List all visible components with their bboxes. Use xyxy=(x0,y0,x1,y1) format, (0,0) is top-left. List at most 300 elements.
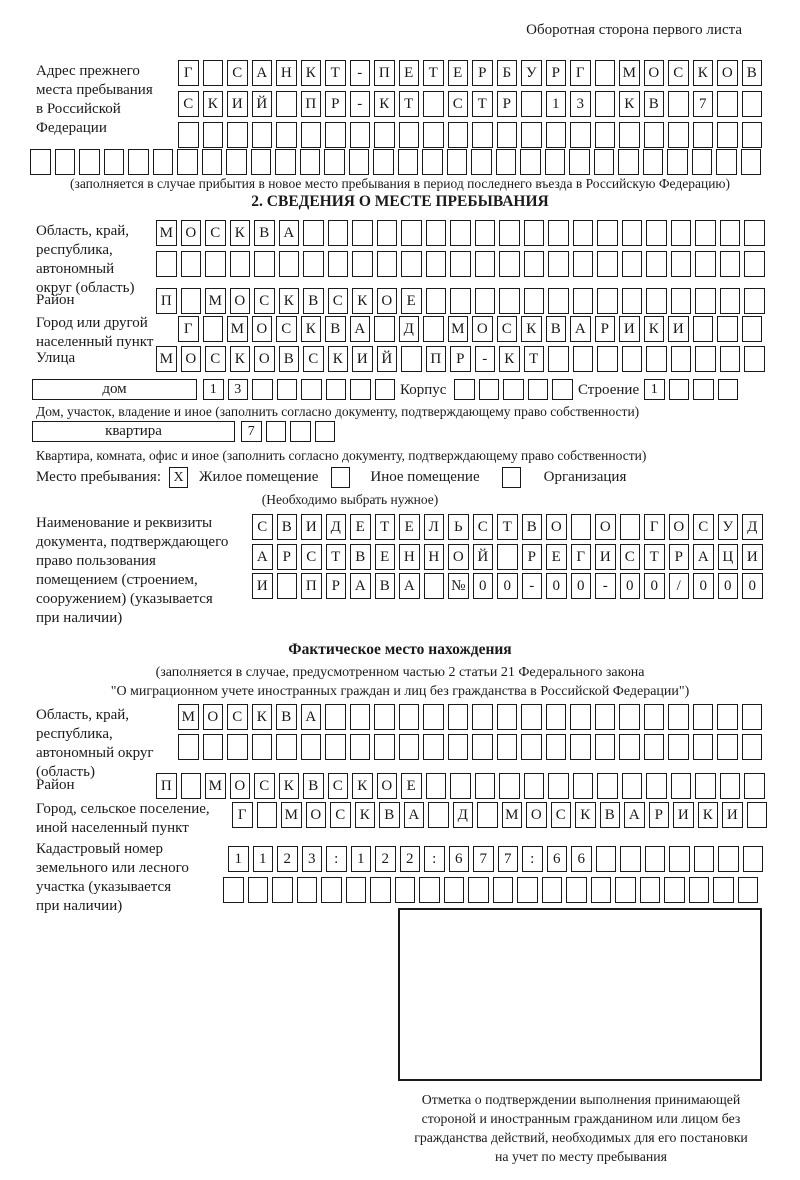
char-cell[interactable]: И xyxy=(619,316,640,342)
char-cell[interactable] xyxy=(227,122,248,148)
char-cell[interactable]: Н xyxy=(399,544,420,570)
char-cell[interactable] xyxy=(744,346,765,372)
char-cell[interactable] xyxy=(689,877,710,903)
char-cell[interactable]: О xyxy=(448,544,469,570)
char-cell[interactable]: К xyxy=(252,704,273,730)
char-cell[interactable] xyxy=(747,802,768,828)
char-cell[interactable] xyxy=(595,91,616,117)
char-cell[interactable]: 3 xyxy=(302,846,323,872)
char-cell[interactable]: Г xyxy=(178,60,199,86)
actual-region-row-1[interactable] xyxy=(178,704,766,730)
char-cell[interactable] xyxy=(594,149,615,175)
char-cell[interactable] xyxy=(230,251,251,277)
char-cell[interactable]: В xyxy=(742,60,763,86)
char-cell[interactable] xyxy=(290,421,311,442)
char-cell[interactable]: Р xyxy=(595,316,616,342)
char-cell[interactable] xyxy=(695,220,716,246)
char-cell[interactable]: В xyxy=(279,346,300,372)
char-cell[interactable]: 0 xyxy=(644,573,665,599)
char-cell[interactable] xyxy=(692,149,713,175)
char-cell[interactable] xyxy=(496,149,517,175)
char-cell[interactable]: С xyxy=(254,773,275,799)
char-cell[interactable] xyxy=(668,704,689,730)
char-cell[interactable]: О xyxy=(472,316,493,342)
char-cell[interactable]: 1 xyxy=(228,846,249,872)
char-cell[interactable] xyxy=(254,251,275,277)
char-cell[interactable]: / xyxy=(669,573,690,599)
char-cell[interactable] xyxy=(426,251,447,277)
char-cell[interactable] xyxy=(742,91,763,117)
char-cell[interactable] xyxy=(618,149,639,175)
char-cell[interactable] xyxy=(178,734,199,760)
char-cell[interactable]: 7 xyxy=(498,846,519,872)
char-cell[interactable] xyxy=(55,149,76,175)
char-cell[interactable] xyxy=(717,91,738,117)
char-cell[interactable]: С xyxy=(620,544,641,570)
char-cell[interactable] xyxy=(720,773,741,799)
char-cell[interactable] xyxy=(693,734,714,760)
char-cell[interactable] xyxy=(619,122,640,148)
char-cell[interactable]: Е xyxy=(350,514,371,540)
char-cell[interactable] xyxy=(620,514,641,540)
char-cell[interactable] xyxy=(573,346,594,372)
stay-type-checkbox-residential[interactable]: X xyxy=(169,467,188,488)
char-cell[interactable] xyxy=(622,220,643,246)
char-cell[interactable] xyxy=(275,149,296,175)
char-cell[interactable]: Р xyxy=(497,91,518,117)
char-cell[interactable] xyxy=(524,251,545,277)
char-cell[interactable] xyxy=(493,877,514,903)
char-cell[interactable]: В xyxy=(375,573,396,599)
char-cell[interactable]: : xyxy=(326,846,347,872)
prev-address-row-3[interactable] xyxy=(178,122,766,148)
char-cell[interactable]: О xyxy=(252,316,273,342)
char-cell[interactable]: К xyxy=(328,346,349,372)
char-cell[interactable]: 0 xyxy=(546,573,567,599)
char-cell[interactable] xyxy=(279,251,300,277)
char-cell[interactable] xyxy=(448,734,469,760)
street-row[interactable] xyxy=(156,346,769,372)
char-cell[interactable]: С xyxy=(303,346,324,372)
char-cell[interactable] xyxy=(596,846,617,872)
char-cell[interactable]: Б xyxy=(497,60,518,86)
char-cell[interactable] xyxy=(646,288,667,314)
char-cell[interactable]: Р xyxy=(472,60,493,86)
char-cell[interactable]: - xyxy=(475,346,496,372)
char-cell[interactable] xyxy=(177,149,198,175)
char-cell[interactable] xyxy=(524,220,545,246)
char-cell[interactable] xyxy=(374,122,395,148)
char-cell[interactable]: 0 xyxy=(473,573,494,599)
char-cell[interactable]: К xyxy=(499,346,520,372)
char-cell[interactable] xyxy=(350,122,371,148)
char-cell[interactable] xyxy=(521,704,542,730)
char-cell[interactable] xyxy=(374,734,395,760)
house-number-row[interactable] xyxy=(203,379,399,400)
char-cell[interactable] xyxy=(713,877,734,903)
char-cell[interactable]: А xyxy=(693,544,714,570)
char-cell[interactable] xyxy=(671,220,692,246)
char-cell[interactable]: П xyxy=(156,773,177,799)
char-cell[interactable] xyxy=(597,288,618,314)
char-cell[interactable] xyxy=(646,346,667,372)
char-cell[interactable] xyxy=(303,251,324,277)
char-cell[interactable]: И xyxy=(227,91,248,117)
char-cell[interactable] xyxy=(426,220,447,246)
char-cell[interactable]: 6 xyxy=(547,846,568,872)
char-cell[interactable]: И xyxy=(673,802,694,828)
char-cell[interactable] xyxy=(419,877,440,903)
char-cell[interactable]: 3 xyxy=(228,379,249,400)
char-cell[interactable] xyxy=(497,734,518,760)
city-row[interactable] xyxy=(178,316,766,342)
char-cell[interactable] xyxy=(573,251,594,277)
char-cell[interactable] xyxy=(499,220,520,246)
char-cell[interactable] xyxy=(300,149,321,175)
char-cell[interactable]: О xyxy=(377,288,398,314)
char-cell[interactable]: Е xyxy=(401,288,422,314)
char-cell[interactable] xyxy=(251,149,272,175)
char-cell[interactable] xyxy=(426,288,447,314)
char-cell[interactable] xyxy=(570,734,591,760)
char-cell[interactable]: А xyxy=(252,544,273,570)
char-cell[interactable] xyxy=(226,149,247,175)
char-cell[interactable]: С xyxy=(448,91,469,117)
char-cell[interactable]: № xyxy=(448,573,469,599)
char-cell[interactable]: В xyxy=(522,514,543,540)
char-cell[interactable]: И xyxy=(301,514,322,540)
char-cell[interactable]: И xyxy=(668,316,689,342)
char-cell[interactable]: П xyxy=(156,288,177,314)
char-cell[interactable] xyxy=(521,734,542,760)
char-cell[interactable] xyxy=(644,734,665,760)
char-cell[interactable] xyxy=(203,734,224,760)
char-cell[interactable]: С xyxy=(205,346,226,372)
char-cell[interactable]: А xyxy=(399,573,420,599)
char-cell[interactable]: С xyxy=(473,514,494,540)
char-cell[interactable] xyxy=(503,379,524,400)
char-cell[interactable]: У xyxy=(521,60,542,86)
char-cell[interactable]: В xyxy=(254,220,275,246)
char-cell[interactable] xyxy=(597,773,618,799)
char-cell[interactable] xyxy=(671,773,692,799)
char-cell[interactable]: В xyxy=(303,773,324,799)
char-cell[interactable]: А xyxy=(301,704,322,730)
char-cell[interactable]: К xyxy=(352,773,373,799)
apartment-row[interactable] xyxy=(241,421,339,442)
char-cell[interactable] xyxy=(297,877,318,903)
actual-district-row[interactable] xyxy=(156,773,769,799)
char-cell[interactable] xyxy=(548,288,569,314)
char-cell[interactable] xyxy=(644,122,665,148)
char-cell[interactable] xyxy=(477,802,498,828)
char-cell[interactable] xyxy=(454,379,475,400)
char-cell[interactable] xyxy=(546,122,567,148)
char-cell[interactable] xyxy=(717,734,738,760)
char-cell[interactable]: С xyxy=(693,514,714,540)
char-cell[interactable]: Р xyxy=(522,544,543,570)
char-cell[interactable] xyxy=(128,149,149,175)
char-cell[interactable] xyxy=(203,122,224,148)
char-cell[interactable]: Т xyxy=(399,91,420,117)
char-cell[interactable] xyxy=(695,288,716,314)
char-cell[interactable]: П xyxy=(426,346,447,372)
document-row-3[interactable] xyxy=(252,573,767,599)
char-cell[interactable] xyxy=(276,122,297,148)
char-cell[interactable]: - xyxy=(350,91,371,117)
char-cell[interactable] xyxy=(640,877,661,903)
char-cell[interactable] xyxy=(619,734,640,760)
char-cell[interactable]: В xyxy=(600,802,621,828)
char-cell[interactable] xyxy=(570,122,591,148)
char-cell[interactable] xyxy=(301,734,322,760)
char-cell[interactable]: Г xyxy=(571,544,592,570)
char-cell[interactable]: С xyxy=(178,91,199,117)
char-cell[interactable]: Т xyxy=(423,60,444,86)
char-cell[interactable] xyxy=(566,877,587,903)
char-cell[interactable] xyxy=(475,251,496,277)
char-cell[interactable] xyxy=(720,288,741,314)
char-cell[interactable]: Д xyxy=(453,802,474,828)
char-cell[interactable]: 0 xyxy=(742,573,763,599)
char-cell[interactable]: Е xyxy=(546,544,567,570)
char-cell[interactable]: Т xyxy=(524,346,545,372)
char-cell[interactable] xyxy=(352,251,373,277)
char-cell[interactable] xyxy=(744,288,765,314)
char-cell[interactable]: С xyxy=(301,544,322,570)
char-cell[interactable] xyxy=(325,704,346,730)
char-cell[interactable] xyxy=(468,877,489,903)
char-cell[interactable]: С xyxy=(205,220,226,246)
char-cell[interactable]: 2 xyxy=(277,846,298,872)
char-cell[interactable]: И xyxy=(742,544,763,570)
char-cell[interactable] xyxy=(718,379,739,400)
char-cell[interactable]: О xyxy=(377,773,398,799)
char-cell[interactable]: А xyxy=(279,220,300,246)
char-cell[interactable] xyxy=(742,704,763,730)
char-cell[interactable]: Й xyxy=(377,346,398,372)
char-cell[interactable] xyxy=(546,734,567,760)
char-cell[interactable]: Т xyxy=(325,60,346,86)
char-cell[interactable]: С xyxy=(328,288,349,314)
char-cell[interactable]: 1 xyxy=(253,846,274,872)
char-cell[interactable] xyxy=(597,220,618,246)
actual-city-row[interactable] xyxy=(232,802,771,828)
char-cell[interactable] xyxy=(399,734,420,760)
char-cell[interactable]: О xyxy=(181,346,202,372)
char-cell[interactable] xyxy=(744,773,765,799)
char-cell[interactable] xyxy=(738,877,759,903)
char-cell[interactable]: О xyxy=(526,802,547,828)
char-cell[interactable]: 0 xyxy=(497,573,518,599)
char-cell[interactable]: С xyxy=(254,288,275,314)
char-cell[interactable] xyxy=(645,846,666,872)
char-cell[interactable]: М xyxy=(205,288,226,314)
char-cell[interactable] xyxy=(328,251,349,277)
char-cell[interactable] xyxy=(669,846,690,872)
char-cell[interactable]: К xyxy=(619,91,640,117)
char-cell[interactable] xyxy=(548,346,569,372)
char-cell[interactable]: А xyxy=(350,573,371,599)
char-cell[interactable]: Ь xyxy=(448,514,469,540)
char-cell[interactable]: 7 xyxy=(473,846,494,872)
char-cell[interactable] xyxy=(399,122,420,148)
char-cell[interactable]: К xyxy=(352,288,373,314)
char-cell[interactable]: И xyxy=(722,802,743,828)
char-cell[interactable] xyxy=(202,149,223,175)
char-cell[interactable]: О xyxy=(254,346,275,372)
char-cell[interactable]: Р xyxy=(450,346,471,372)
char-cell[interactable]: М xyxy=(502,802,523,828)
char-cell[interactable] xyxy=(303,220,324,246)
char-cell[interactable]: В xyxy=(379,802,400,828)
char-cell[interactable]: М xyxy=(156,346,177,372)
char-cell[interactable] xyxy=(277,379,298,400)
char-cell[interactable] xyxy=(252,734,273,760)
char-cell[interactable]: - xyxy=(350,60,371,86)
char-cell[interactable] xyxy=(447,149,468,175)
char-cell[interactable]: Г xyxy=(644,514,665,540)
char-cell[interactable]: А xyxy=(570,316,591,342)
char-cell[interactable]: Н xyxy=(276,60,297,86)
region-row-1[interactable] xyxy=(156,220,769,246)
char-cell[interactable] xyxy=(622,346,643,372)
char-cell[interactable] xyxy=(276,734,297,760)
char-cell[interactable] xyxy=(669,379,690,400)
char-cell[interactable]: С xyxy=(227,704,248,730)
char-cell[interactable]: Ц xyxy=(718,544,739,570)
char-cell[interactable]: 0 xyxy=(693,573,714,599)
char-cell[interactable]: Р xyxy=(669,544,690,570)
char-cell[interactable] xyxy=(350,379,371,400)
char-cell[interactable]: Т xyxy=(472,91,493,117)
char-cell[interactable]: 0 xyxy=(718,573,739,599)
char-cell[interactable]: К xyxy=(301,60,322,86)
char-cell[interactable] xyxy=(720,220,741,246)
char-cell[interactable] xyxy=(668,91,689,117)
char-cell[interactable] xyxy=(646,251,667,277)
char-cell[interactable]: - xyxy=(522,573,543,599)
char-cell[interactable] xyxy=(521,91,542,117)
char-cell[interactable]: Т xyxy=(644,544,665,570)
char-cell[interactable]: О xyxy=(546,514,567,540)
char-cell[interactable] xyxy=(475,773,496,799)
char-cell[interactable]: : xyxy=(522,846,543,872)
char-cell[interactable]: 1 xyxy=(203,379,224,400)
char-cell[interactable] xyxy=(324,149,345,175)
char-cell[interactable] xyxy=(471,149,492,175)
char-cell[interactable] xyxy=(227,734,248,760)
char-cell[interactable]: М xyxy=(205,773,226,799)
char-cell[interactable] xyxy=(646,220,667,246)
char-cell[interactable] xyxy=(448,704,469,730)
char-cell[interactable] xyxy=(377,251,398,277)
char-cell[interactable]: К xyxy=(230,346,251,372)
cadastral-row-2[interactable] xyxy=(223,877,762,903)
char-cell[interactable]: А xyxy=(624,802,645,828)
char-cell[interactable]: М xyxy=(619,60,640,86)
char-cell[interactable]: Й xyxy=(473,544,494,570)
char-cell[interactable] xyxy=(426,773,447,799)
char-cell[interactable] xyxy=(573,773,594,799)
char-cell[interactable]: С xyxy=(497,316,518,342)
korpus-row[interactable] xyxy=(454,379,577,400)
char-cell[interactable] xyxy=(671,251,692,277)
char-cell[interactable]: - xyxy=(595,573,616,599)
char-cell[interactable] xyxy=(350,704,371,730)
char-cell[interactable] xyxy=(79,149,100,175)
cadastral-row-1[interactable] xyxy=(228,846,767,872)
char-cell[interactable] xyxy=(524,288,545,314)
char-cell[interactable] xyxy=(252,379,273,400)
char-cell[interactable] xyxy=(499,773,520,799)
char-cell[interactable]: О xyxy=(595,514,616,540)
char-cell[interactable] xyxy=(181,773,202,799)
char-cell[interactable] xyxy=(395,877,416,903)
char-cell[interactable]: Л xyxy=(424,514,445,540)
char-cell[interactable]: К xyxy=(575,802,596,828)
char-cell[interactable]: 7 xyxy=(693,91,714,117)
char-cell[interactable] xyxy=(448,122,469,148)
char-cell[interactable] xyxy=(667,149,688,175)
char-cell[interactable]: Р xyxy=(546,60,567,86)
char-cell[interactable] xyxy=(472,734,493,760)
char-cell[interactable] xyxy=(620,846,641,872)
char-cell[interactable] xyxy=(178,122,199,148)
char-cell[interactable]: Р xyxy=(325,91,346,117)
char-cell[interactable] xyxy=(716,149,737,175)
char-cell[interactable] xyxy=(450,220,471,246)
char-cell[interactable] xyxy=(203,60,224,86)
char-cell[interactable] xyxy=(423,122,444,148)
char-cell[interactable] xyxy=(423,734,444,760)
char-cell[interactable]: К xyxy=(521,316,542,342)
char-cell[interactable] xyxy=(328,220,349,246)
char-cell[interactable]: М xyxy=(156,220,177,246)
char-cell[interactable] xyxy=(497,122,518,148)
char-cell[interactable] xyxy=(693,379,714,400)
char-cell[interactable] xyxy=(595,734,616,760)
char-cell[interactable]: О xyxy=(230,773,251,799)
char-cell[interactable] xyxy=(622,251,643,277)
char-cell[interactable] xyxy=(619,704,640,730)
char-cell[interactable] xyxy=(597,251,618,277)
char-cell[interactable]: Е xyxy=(399,514,420,540)
char-cell[interactable] xyxy=(450,773,471,799)
document-row-1[interactable] xyxy=(252,514,767,540)
char-cell[interactable] xyxy=(548,773,569,799)
actual-region-row-2[interactable] xyxy=(178,734,766,760)
char-cell[interactable] xyxy=(595,704,616,730)
char-cell[interactable]: К xyxy=(279,773,300,799)
char-cell[interactable] xyxy=(622,773,643,799)
char-cell[interactable]: Е xyxy=(399,60,420,86)
char-cell[interactable] xyxy=(30,149,51,175)
document-row-2[interactable] xyxy=(252,544,767,570)
char-cell[interactable] xyxy=(450,251,471,277)
char-cell[interactable]: Г xyxy=(178,316,199,342)
char-cell[interactable]: О xyxy=(669,514,690,540)
char-cell[interactable] xyxy=(401,220,422,246)
char-cell[interactable] xyxy=(223,877,244,903)
char-cell[interactable]: Р xyxy=(277,544,298,570)
char-cell[interactable] xyxy=(277,573,298,599)
char-cell[interactable]: М xyxy=(281,802,302,828)
char-cell[interactable] xyxy=(741,149,762,175)
char-cell[interactable] xyxy=(352,220,373,246)
char-cell[interactable] xyxy=(548,220,569,246)
char-cell[interactable] xyxy=(450,288,471,314)
